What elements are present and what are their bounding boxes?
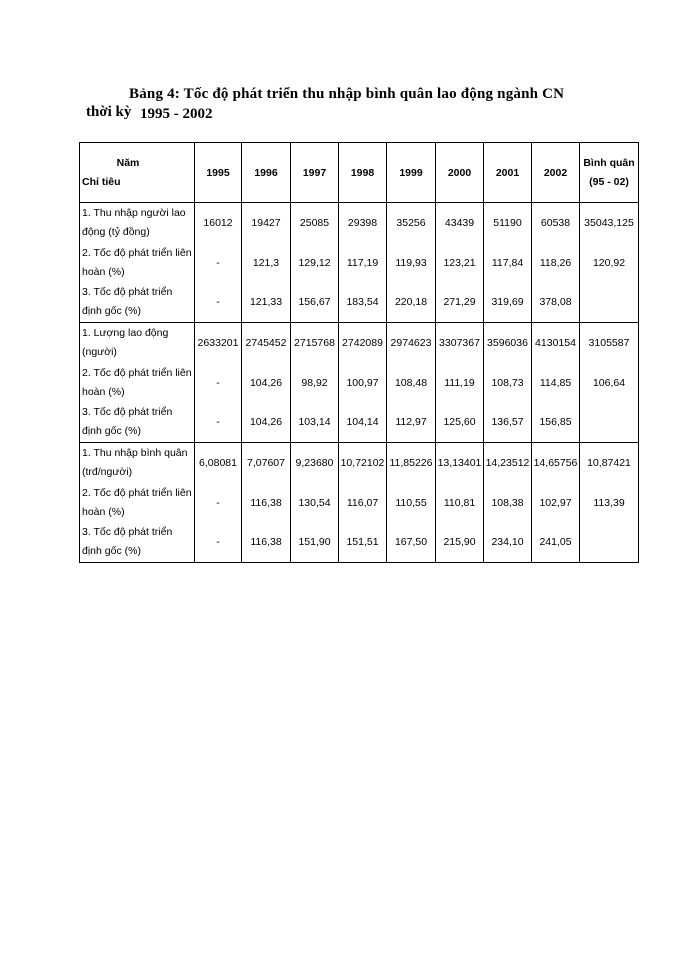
value-cell: 117,84 [484, 243, 532, 283]
average-cell [580, 403, 639, 443]
value-cell: 234,10 [484, 523, 532, 563]
row-label: 1. Thu nhập bình quân (trđ/người) [80, 443, 195, 483]
row-label: 3. Tốc độ phát triển định gốc (%) [80, 283, 195, 323]
value-cell: 183,54 [339, 283, 387, 323]
value-cell: 16012 [195, 203, 242, 243]
value-cell: 121,3 [242, 243, 291, 283]
value-cell: 125,60 [436, 403, 484, 443]
value-cell: 43439 [436, 203, 484, 243]
corner-indicator-label: Chỉ tiêu [82, 175, 121, 188]
value-cell: 9,23680 [291, 443, 339, 483]
value-cell: 241,05 [532, 523, 580, 563]
value-cell: 98,92 [291, 363, 339, 403]
value-cell: 7,07607 [242, 443, 291, 483]
value-cell: - [195, 363, 242, 403]
value-cell: 108,38 [484, 483, 532, 523]
value-cell: - [195, 403, 242, 443]
value-cell: 215,90 [436, 523, 484, 563]
row-label: 1. Lượng lao động (người) [80, 323, 195, 363]
value-cell: 220,18 [387, 283, 436, 323]
value-cell: 103,14 [291, 403, 339, 443]
value-cell: 114,85 [532, 363, 580, 403]
year-header: 2000 [436, 143, 484, 203]
value-cell: 116,38 [242, 523, 291, 563]
value-cell: 151,90 [291, 523, 339, 563]
value-cell: 104,26 [242, 403, 291, 443]
average-header: Bình quân (95 - 02) [580, 143, 639, 203]
value-cell: 123,21 [436, 243, 484, 283]
value-cell: 11,85226 [387, 443, 436, 483]
table-row [80, 323, 639, 363]
value-cell: 60538 [532, 203, 580, 243]
average-cell: 3105587 [580, 323, 639, 363]
value-cell: - [195, 283, 242, 323]
average-cell: 120,92 [580, 243, 639, 283]
average-cell [580, 523, 639, 563]
row-label: 2. Tốc độ phát triển liên hoàn (%) [80, 363, 195, 403]
value-cell: - [195, 483, 242, 523]
value-cell: 151,51 [339, 523, 387, 563]
value-cell: 104,14 [339, 403, 387, 443]
value-cell: 100,97 [339, 363, 387, 403]
year-header: 2001 [484, 143, 532, 203]
value-cell: 112,97 [387, 403, 436, 443]
row-label: 1. Thu nhập người lao động (tỷ đồng) [80, 203, 195, 243]
average-cell: 10,87421 [580, 443, 639, 483]
table-row [80, 403, 639, 443]
value-cell: 111,19 [436, 363, 484, 403]
corner-header [80, 143, 195, 203]
value-cell: 156,67 [291, 283, 339, 323]
table-row [80, 243, 639, 283]
value-cell: 104,26 [242, 363, 291, 403]
value-cell: 19427 [242, 203, 291, 243]
row-label: 2. Tốc độ phát triển liên hoàn (%) [80, 243, 195, 283]
table-title-period-range: 1995 - 2002 [140, 106, 213, 122]
value-cell: - [195, 523, 242, 563]
value-cell: 2715768 [291, 323, 339, 363]
table-row [80, 203, 639, 243]
year-header: 1999 [387, 143, 436, 203]
value-cell: 378,08 [532, 283, 580, 323]
value-cell: 129,12 [291, 243, 339, 283]
value-cell: 25085 [291, 203, 339, 243]
value-cell: 2745452 [242, 323, 291, 363]
value-cell: 51190 [484, 203, 532, 243]
average-cell [580, 283, 639, 323]
year-header: 1997 [291, 143, 339, 203]
year-header: 2002 [532, 143, 580, 203]
value-cell: 130,54 [291, 483, 339, 523]
value-cell: 108,48 [387, 363, 436, 403]
value-cell: 167,50 [387, 523, 436, 563]
value-cell: 2742089 [339, 323, 387, 363]
value-cell: 110,55 [387, 483, 436, 523]
table-title-period-prefix: thời kỳ [86, 104, 132, 120]
average-cell: 106,64 [580, 363, 639, 403]
value-cell: 118,26 [532, 243, 580, 283]
average-cell: 35043,125 [580, 203, 639, 243]
value-cell: 10,72102 [339, 443, 387, 483]
value-cell: - [195, 243, 242, 283]
income-growth-table [79, 142, 639, 563]
value-cell: 3307367 [436, 323, 484, 363]
row-label: 3. Tốc độ phát triển định gốc (%) [80, 403, 195, 443]
table-row [80, 523, 639, 563]
value-cell: 14,65756 [532, 443, 580, 483]
value-cell: 108,73 [484, 363, 532, 403]
value-cell: 116,38 [242, 483, 291, 523]
table-row [80, 363, 639, 403]
value-cell: 4130154 [532, 323, 580, 363]
table-row [80, 483, 639, 523]
table-title: Bảng 4: Tốc độ phát triển thu nhập bình quân lao động ngành CN [129, 86, 565, 102]
value-cell: 13,13401 [436, 443, 484, 483]
table-row [80, 443, 639, 483]
value-cell: 35256 [387, 203, 436, 243]
value-cell: 319,69 [484, 283, 532, 323]
year-header: 1995 [195, 143, 242, 203]
value-cell: 2633201 [195, 323, 242, 363]
row-label: 2. Tốc độ phát triển liên hoàn (%) [80, 483, 195, 523]
year-header: 1996 [242, 143, 291, 203]
value-cell: 119,93 [387, 243, 436, 283]
value-cell: 136,57 [484, 403, 532, 443]
value-cell: 116,07 [339, 483, 387, 523]
value-cell: 271,29 [436, 283, 484, 323]
value-cell: 14,23512 [484, 443, 532, 483]
table-row [80, 283, 639, 323]
value-cell: 29398 [339, 203, 387, 243]
value-cell: 3596036 [484, 323, 532, 363]
value-cell: 6,08081 [195, 443, 242, 483]
value-cell: 121,33 [242, 283, 291, 323]
average-cell: 113,39 [580, 483, 639, 523]
value-cell: 156,85 [532, 403, 580, 443]
corner-year-label: Năm [116, 156, 140, 169]
header-row [80, 143, 639, 203]
value-cell: 2974623 [387, 323, 436, 363]
value-cell: 117,19 [339, 243, 387, 283]
year-header: 1998 [339, 143, 387, 203]
value-cell: 110,81 [436, 483, 484, 523]
value-cell: 102,97 [532, 483, 580, 523]
row-label: 3. Tốc độ phát triển định gốc (%) [80, 523, 195, 563]
